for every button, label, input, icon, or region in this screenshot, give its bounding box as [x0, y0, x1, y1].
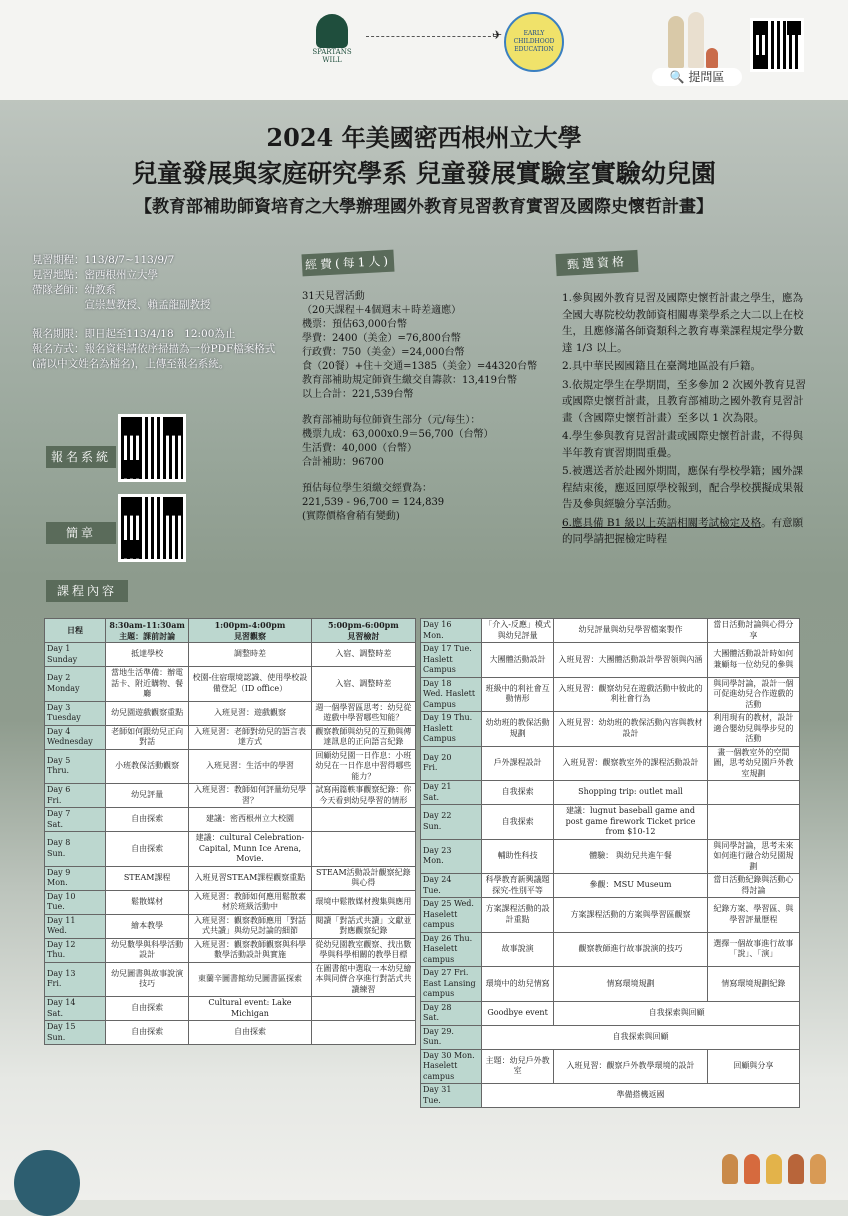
activity-cell: 校園-住宿環境認識、使用學校設備登記（ID office） [189, 667, 311, 702]
activity-cell: 當日活動討論與心得分享 [707, 619, 799, 643]
day-cell: Day 25 Wed. Haselett campus [421, 898, 482, 933]
person-figure [668, 16, 684, 68]
activity-cell [707, 805, 799, 840]
title-line-3: 【教育部補助師資培育之大學辦理國外教育見習教育實習及國際史懷哲計畫】 [135, 197, 713, 217]
eligibility-item: 6.應具備 B1 級以上英語相關考試檢定及格。有意願的同學請把握檢定時程 [562, 516, 804, 545]
activity-cell: 入班見習：觀察戶外教學環境的設計 [554, 1049, 708, 1084]
activity-cell: 與同學討論，設計一個可促進幼兒合作遊戲的活動 [707, 677, 799, 712]
activity-cell: Shopping trip: outlet mall [554, 781, 708, 805]
activity-cell: 方案課程活動的設計重點 [482, 898, 554, 933]
day-cell: Day 12 Thu. [45, 938, 106, 962]
table-row [45, 1021, 416, 1045]
day-header: 日程 [45, 619, 106, 643]
day-cell: Day 14 Sat. [45, 997, 106, 1021]
activity-cell: 入班見習：老師對幼兒的語言表達方式 [189, 725, 311, 749]
table-row [45, 749, 416, 784]
day-cell: Day 9 Mon. [45, 866, 106, 890]
activity-cell: 大團體活動設計時如何兼顧每一位幼兒的參與 [707, 643, 799, 678]
table-row [45, 938, 416, 962]
table-row [421, 619, 800, 643]
activity-cell: 準備搭機返國 [482, 1084, 800, 1108]
activity-cell: 幼兒園遊戲觀察重點 [106, 701, 189, 725]
activity-cell: 方案課程活動的方案與學習區觀察 [554, 898, 708, 933]
day-cell: Day 21 Sat. [421, 781, 482, 805]
activity-cell: 入班見習STEAM課程觀察重點 [189, 866, 311, 890]
eligibility-item: 1.參與國外教育見習及國際史懷哲計畫之學生，應為全國大專院校幼教師資相關專業學系之大二以上在校生，且應修滿各師資類科之教育專業課程規定學分數達 1/3 以上。 [562, 292, 804, 354]
activity-cell: 選擇一個故事進行故事「說」、「演」 [707, 932, 799, 967]
day-cell: Day 19 Thu. Haslett Campus [421, 712, 482, 747]
globe-icon [14, 1150, 80, 1216]
day-cell: Day 30 Mon. Haselett campus [421, 1049, 482, 1084]
activity-cell: 入宿、調整時差 [311, 643, 415, 667]
activity-cell: 自由探索 [106, 808, 189, 832]
activity-cell: 入班見習：教師如何評量幼兒學習？ [189, 784, 311, 808]
travelers-illustration [662, 10, 722, 68]
day-cell: Day 4 Wednesday [45, 725, 106, 749]
day-cell: Day 16 Mon. [421, 619, 482, 643]
table-row [421, 746, 800, 781]
spartan-helmet-icon [316, 14, 348, 48]
eligibility-item: 2.具中華民國國籍且在臺灣地區設有戶籍。 [562, 360, 762, 372]
activity-cell: 試寫兩篇軼事觀察紀錄：你今天看到幼兒學習的情形 [311, 784, 415, 808]
day-cell: Day 31 Tue. [421, 1084, 482, 1108]
activity-cell: 鬆散媒材 [106, 890, 189, 914]
child-figure [810, 1154, 826, 1184]
activity-cell [311, 832, 415, 867]
table-row [421, 874, 800, 898]
search-icon: 🔍 [669, 70, 685, 84]
table-row [421, 932, 800, 967]
activity-cell: 幼兒評量 [106, 784, 189, 808]
cost-block-3: 預估每位學生須繳交經費為： 221,539 - 96,700 = 124,839 (實際價格會稍有變動) [302, 483, 445, 522]
table-row [421, 1049, 800, 1084]
person-figure [688, 12, 704, 68]
am-header: 8:30am-11:30am 主題：課前討論 [106, 619, 189, 643]
activity-cell: 入班見習：遊戲觀察 [189, 701, 311, 725]
schedule-table-right [420, 618, 800, 1108]
cost-block-2: 教育部補助每位師資生部分（元/每生）： 機票九成：63,000x0.9＝56,700（台幣） 生活費：40,000（台幣） 合計補助：96700 [302, 415, 494, 468]
activity-cell: 老師如何跟幼兒正向對話 [106, 725, 189, 749]
activity-cell: 戶外課程設計 [482, 746, 554, 781]
day-cell: Day 22 Sun. [421, 805, 482, 840]
activity-cell [311, 1021, 415, 1045]
activity-cell: 回顧與分享 [707, 1049, 799, 1084]
activity-cell: 入班見習：觀察教師觀察與科學數學活動設計與實施 [189, 938, 311, 962]
activity-cell: 當日活動紀錄與活動心得討論 [707, 874, 799, 898]
table-row [45, 832, 416, 867]
activity-cell: 調整時差 [189, 643, 311, 667]
activity-cell: 入班見習：幼幼班的教保活動內容與教材設計 [554, 712, 708, 747]
activity-cell: 「介入-反應」模式與幼兒評量 [482, 619, 554, 643]
activity-cell: 入班見習：教師如何應用鬆散素材於班級活動中 [189, 890, 311, 914]
activity-cell: 觀察教師與幼兒的互動與傳達訊息的正向語言紀錄 [311, 725, 415, 749]
activity-cell: 畫一個教室外的空間圖，思考幼兒園戶外教室規劃 [707, 746, 799, 781]
day-cell: Day 5 Thru. [45, 749, 106, 784]
activity-cell: 環境中鬆散媒材搜集與應用 [311, 890, 415, 914]
activity-cell: 情寫環境規劃紀錄 [707, 967, 799, 1002]
table-row [421, 1001, 800, 1025]
activity-cell: STEAM活動設計觀察紀錄與心得 [311, 866, 415, 890]
activity-cell: 自由探索 [189, 1021, 311, 1045]
activity-cell: 從幼兒園教室觀察、找出數學與科學相關的教學目標 [311, 938, 415, 962]
table-row [421, 1084, 800, 1108]
activity-cell: 幼兒數學與科學活動設計 [106, 938, 189, 962]
spartans-logo: SPARTANS WILL [312, 14, 352, 70]
activity-cell: 大團體活動設計 [482, 643, 554, 678]
table-row [45, 725, 416, 749]
eligibility-item: 3.依規定學生在學期間，至多參加 2 次國外教育見習或國際史懷哲計畫，且教育部補助之國外教育見習計畫（含國際史懷哲計畫）至多以 1 次為限。 [562, 378, 806, 424]
activity-cell: 環境中的幼兒情寫 [482, 967, 554, 1002]
day-cell: Day 6 Fri. [45, 784, 106, 808]
activity-cell: 抵達學校 [106, 643, 189, 667]
eligibility-section [562, 290, 812, 550]
title-line-2: 兒童發展與家庭研究學系 兒童發展實驗室實驗幼兒園 [132, 159, 716, 188]
table-row [421, 839, 800, 874]
day-cell: Day 2 Monday [45, 667, 106, 702]
child-figure [722, 1154, 738, 1184]
activity-cell: 參觀：MSU Museum [554, 874, 708, 898]
eligibility-list [562, 290, 812, 548]
table-row [421, 967, 800, 1002]
cost-block-1: 31天見習活動 （20天課程＋4個週末＋時差適應） 機票：預估63,000台幣 學費：2400（美金）=76,800台幣 行政費：750（美金）=24,000台幣 食（20餐）+住＋交通=1385（美金）=44320台幣 教育部補助規定師資生繳交自籌款：13,419台幣 以上合計：221,539台幣 [302, 291, 538, 400]
signup-info: 報名期限：即日起至113/4/18 12:00為止 報名方式：報名資料請依序掃描為一份PDF檔案格式 (請以中文姓名為檔名)，上傳至報名系統。 [32, 328, 276, 370]
table-row [421, 805, 800, 840]
day-cell: Day 1 Sunday [45, 643, 106, 667]
day-cell: Day 20 Fri. [421, 746, 482, 781]
activity-cell: 當地生活準備：辦電話卡、附近購物、餐廳 [106, 667, 189, 702]
ev-header: 5:00pm-6:00pm 見習檢討 [311, 619, 415, 643]
activity-cell: 科學教育新興議題探究-性別平等 [482, 874, 554, 898]
eligibility-item: 4.學生參與教育見習計畫或國際史懷哲計畫，不得與半年教育實習期間重疊。 [562, 430, 804, 459]
table-row [45, 784, 416, 808]
day-cell: Day 23 Mon. [421, 839, 482, 874]
pm-header: 1:00pm-4:00pm 見習觀察 [189, 619, 311, 643]
early-childhood-logo: EARLY CHILDHOOD EDUCATION [504, 12, 564, 72]
activity-cell: 建議：lugnut baseball game and post game firework Ticket price from $10-12 [554, 805, 708, 840]
activity-cell: 入班見習：大團體活動設計學習領與內涵 [554, 643, 708, 678]
eligibility-tag: 甄選資格 [555, 250, 638, 276]
day-cell: Day 17 Tue. Haslett Campus [421, 643, 482, 678]
table-row [45, 914, 416, 938]
title-line-1: 2024 年美國密西根州立大學 [266, 123, 582, 152]
activity-cell: 東蘭辛圖書館幼兒圖書區探索 [189, 962, 311, 997]
activity-cell: 自我探索與回顧 [554, 1001, 800, 1025]
activity-cell: 入班見習：觀察教師應用「對話式共讀」與幼兒討論的細節 [189, 914, 311, 938]
activity-cell: 週一個學習區思考：幼兒從遊戲中學習哪些知能？ [311, 701, 415, 725]
table-row [421, 643, 800, 678]
day-cell: Day 29. Sun. [421, 1025, 482, 1049]
activity-cell: 入班見習：觀察幼兒在遊戲活動中彼此的利社會行為 [554, 677, 708, 712]
day-cell: Day 10 Tue. [45, 890, 106, 914]
activity-cell: 班級中的利社會互動情形 [482, 677, 554, 712]
activity-cell: 入班見習：觀察教室外的課程活動設計 [554, 746, 708, 781]
table-row [45, 808, 416, 832]
activity-cell: 自我探索與回顧 [482, 1025, 800, 1049]
day-cell: Day 3 Tuesday [45, 701, 106, 725]
child-figure [788, 1154, 804, 1184]
activity-cell: 主題：幼兒戶外教室 [482, 1049, 554, 1084]
activity-cell: 自我探索 [482, 781, 554, 805]
activity-cell: 自由探索 [106, 832, 189, 867]
activity-cell: 回顧幼兒園一日作息：小班幼兒在一日作息中習得哪些能力？ [311, 749, 415, 784]
eligibility-item: 5.被選送者於赴國外期間，應保有學校學籍；國外課程結束後，應返回原學校報到，配合學校撰擬成果報告及參與經驗分享活動。 [562, 465, 804, 510]
table-row [45, 997, 416, 1021]
activity-cell [311, 808, 415, 832]
activity-cell: 觀察教師進行故事說演的技巧 [554, 932, 708, 967]
cost-tag: 經費(每1人) [301, 250, 394, 277]
activity-cell: 故事說演 [482, 932, 554, 967]
day-cell: Day 7 Sat. [45, 808, 106, 832]
table-row [45, 701, 416, 725]
day-cell: Day 26 Thu. Haselett campus [421, 932, 482, 967]
table-row [421, 677, 800, 712]
table-row [45, 667, 416, 702]
activity-cell: Cultural event: Lake Michigan [189, 997, 311, 1021]
brochure-tag: 簡章 [46, 522, 116, 544]
table-row [421, 781, 800, 805]
course-tag: 課程內容 [46, 580, 128, 602]
day-cell: Day 27 Fri. East Lansing campus [421, 967, 482, 1002]
qa-search-box[interactable]: 🔍 提問區 [652, 68, 742, 86]
trip-info: 見習期程：113/8/7~113/9/7 見習地點：密西根州立大學 帶隊老師：幼教系 宣崇慧教授、賴孟龍副教授 [32, 254, 211, 311]
header-logos [300, 8, 560, 78]
day-cell: Day 28 Sat. [421, 1001, 482, 1025]
activity-cell: 建議：cultural Celebration- Capital, Munn Ice Arena, Movie. [189, 832, 311, 867]
activity-cell: 建議：密西根州立大校園 [189, 808, 311, 832]
activity-cell: 幼兒評量與幼兒學習檔案製作 [554, 619, 708, 643]
day-cell: Day 11 Wed. [45, 914, 106, 938]
activity-cell: 自我探索 [482, 805, 554, 840]
child-figure [766, 1154, 782, 1184]
activity-cell: 與同學討論，思考未來如何進行融合幼兒園規劃 [707, 839, 799, 874]
table-row [45, 866, 416, 890]
airplane-icon: ✈ [491, 28, 502, 42]
flight-path [366, 28, 502, 42]
signup-tag: 報名系統 [46, 446, 116, 468]
day-cell: Day 18 Wed. Haslett Campus [421, 677, 482, 712]
day-cell: Day 8 Sun. [45, 832, 106, 867]
activity-cell: STEAM課程 [106, 866, 189, 890]
activity-cell: 體驗： 與幼兒共進午餐 [554, 839, 708, 874]
activity-cell: 自由探索 [106, 997, 189, 1021]
cost-section [302, 290, 542, 536]
activity-cell: 幼兒圖書與故事說演技巧 [106, 962, 189, 997]
activity-cell: 入宿、調整時差 [311, 667, 415, 702]
table-row [45, 890, 416, 914]
activity-cell: 利用現有的教材，設計適合嬰幼兒與學步兒的活動 [707, 712, 799, 747]
table-row [421, 712, 800, 747]
signup-qr-code[interactable] [118, 414, 186, 482]
activity-cell: 輔助性科技 [482, 839, 554, 874]
suitcase-icon [706, 48, 718, 68]
children-illustration [722, 1150, 832, 1184]
activity-cell: 入班見習：生活中的學習 [189, 749, 311, 784]
activity-cell: 自由探索 [106, 1021, 189, 1045]
activity-cell [707, 781, 799, 805]
brochure-qr-code[interactable] [118, 494, 186, 562]
table-row [45, 643, 416, 667]
child-figure [744, 1154, 760, 1184]
activity-cell [311, 997, 415, 1021]
day-cell: Day 15 Sun. [45, 1021, 106, 1045]
schedule-table-left [44, 618, 416, 1045]
activity-cell: 情寫環境規劃 [554, 967, 708, 1002]
table-row [45, 962, 416, 997]
activity-cell: Goodbye event [482, 1001, 554, 1025]
day-cell: Day 13 Fri. [45, 962, 106, 997]
activity-cell: 紀錄方案、學習區、與學習評量歷程 [707, 898, 799, 933]
activity-cell: 幼幼班的教保活動規劃 [482, 712, 554, 747]
activity-cell: 閱讀「對話式共讀」文獻並對應觀察紀錄 [311, 914, 415, 938]
table-row [421, 898, 800, 933]
day-cell: Day 24 Tue. [421, 874, 482, 898]
activity-cell: 小班教保活動觀察 [106, 749, 189, 784]
activity-cell: 繪本教學 [106, 914, 189, 938]
activity-cell: 在圖書館中選取一本幼兒繪本與同儕合享進行對話式共讀練習 [311, 962, 415, 997]
qa-qr-code[interactable] [750, 18, 804, 72]
table-row [421, 1025, 800, 1049]
